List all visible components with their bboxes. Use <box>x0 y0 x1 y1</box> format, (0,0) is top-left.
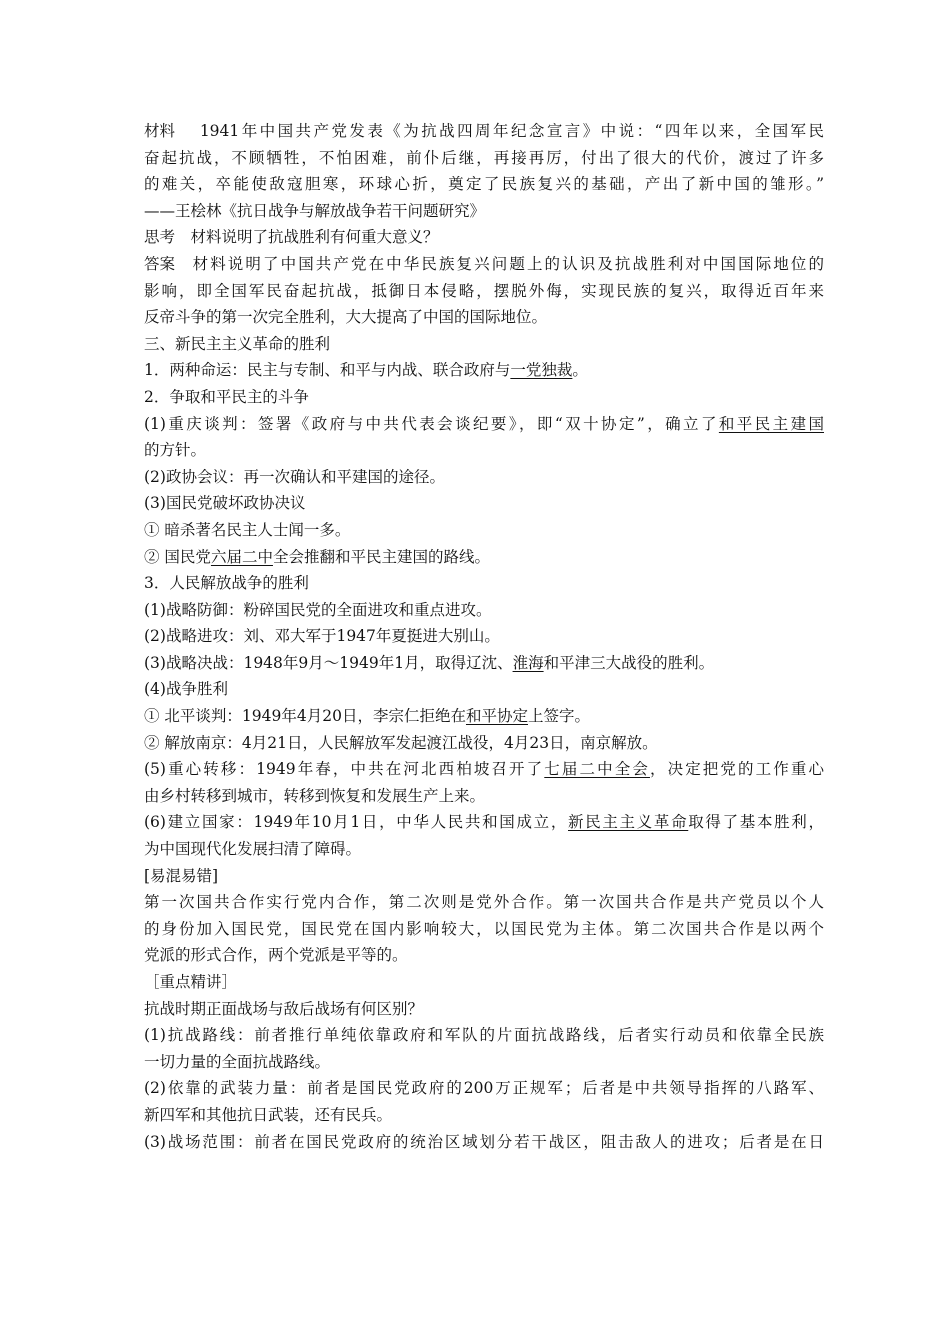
chongqing-line-2: 的方针。 <box>144 441 207 460</box>
answer-underline-peace-agreement: 和平协定 <box>465 707 528 726</box>
two-fates-end: 。 <box>572 361 588 380</box>
shift-pre: (5)重心转移：1949年春，中共在河北西柏坡召开了 <box>144 760 545 779</box>
two-fates <box>144 357 824 384</box>
answer-line-1 <box>144 251 824 278</box>
material-label: 材料 <box>144 122 176 140</box>
two-fates-text: 1．两种命运：民主与专制、和平与内战、联合政府与 <box>144 361 511 380</box>
decisive-post: 和平津三大战役的胜利。 <box>543 653 715 672</box>
decisive-pre: (3)战略决战：1948年9月～1949年1月，取得辽沈、 <box>144 653 513 672</box>
shift-line-1 <box>144 756 824 783</box>
peiping-pre: ① 北平谈判：1949年4月20日，李宗仁拒绝在 <box>144 707 466 726</box>
founding-post: 取得了基本胜利， <box>688 813 824 832</box>
shift-post: ，决定把党的工作重心 <box>649 760 824 779</box>
answer-label: 答案 <box>144 254 176 273</box>
answer-line-3: 反帝斗争的第一次完全胜利，大大提高了中国的国际地位。 <box>144 308 548 327</box>
defense-line: (1)战略防御：粉碎国民党的全面进攻和重点进攻。 <box>144 600 492 619</box>
peiping-post: 上签字。 <box>527 707 590 726</box>
think-line <box>144 224 824 251</box>
founding-line-1 <box>144 809 824 836</box>
focus-item-2-line-2: 新四军和其他抗日武装，还有民兵。 <box>144 1105 393 1124</box>
think-label: 思考 <box>144 228 176 247</box>
confusion-line-1: 第一次国共合作实行党内合作，第二次则是党外合作。第一次国共合作是共产党员以个人 <box>144 893 824 912</box>
focus-item-1-line-1: (1)抗战路线：前者推行单纯依靠政府和军队的片面抗战路线，后者实行动员和依靠全民族 <box>144 1026 824 1045</box>
chongqing-text: (1)重庆谈判：签署《政府与中共代表会谈纪要》，即“双十协定”，确立了 <box>144 414 719 433</box>
plenum-pre: ② 国民党 <box>144 547 211 566</box>
answer-line-2: 影响，即全国军民奋起抗战，抵御日本侵略，摆脱外侮，实现民族的复兴，取得近百年来 <box>144 281 824 300</box>
answer-underline-peace-democracy: 和平民主建国 <box>718 414 824 433</box>
material-line-1 <box>144 118 824 145</box>
document-page <box>144 118 824 1155</box>
answer-underline-huaihai: 淮海 <box>512 653 544 672</box>
material-text-1: 1941年中国共产党发表《为抗战四周年纪念宣言》中说：“四年以来，全国军民 <box>199 122 824 140</box>
nanjing-line: ② 解放南京：4月21日，人民解放军发起渡江战役，4月23日，南京解放。 <box>144 733 658 752</box>
decisive-line <box>144 650 824 677</box>
answer-underline-sixth-plenum: 六届二中 <box>210 547 273 566</box>
confusion-heading: [易混易错] <box>144 866 219 885</box>
answer-underline-seventh-plenum: 七届二中全会 <box>544 760 650 779</box>
answer-underline-new-democracy: 新民主主义革命 <box>568 813 689 832</box>
pcc-line: (2)政协会议：再一次确认和平建国的途径。 <box>144 467 445 486</box>
plenum-line <box>144 544 824 571</box>
shift-line-2: 由乡村转移到城市，转移到恢复和发展生产上来。 <box>144 786 486 805</box>
chongqing-line-1 <box>144 411 824 438</box>
founding-line-2: 为中国现代化发展扫清了障碍。 <box>144 840 362 859</box>
answer-text-1: 材料说明了中国共产党在中华民族复兴问题上的认识及抗战胜利对中国国际地位的 <box>190 254 824 273</box>
answer-underline-one-party: 一党独裁 <box>510 361 573 380</box>
focus-heading: ［重点精讲］ <box>144 973 238 991</box>
plenum-post: 全会推翻和平民主建国的路线。 <box>272 547 490 566</box>
focus-item-2-line-1: (2)依靠的武装力量：前者是国民党政府的200万正规军；后者是中共领导指挥的八路军、 <box>144 1079 824 1098</box>
kmt-sabotage: (3)国民党破坏政协决议 <box>144 494 306 513</box>
section-title: 三、新民主主义革命的胜利 <box>144 334 331 353</box>
confusion-line-3: 党派的形式合作，两个党派是平等的。 <box>144 946 408 965</box>
focus-item-3-line-1: (3)战场范围：前者在国民党政府的统治区域划分若干战区，阻击敌人的进攻；后者是在日 <box>144 1132 824 1151</box>
offense-line: (2)战略进攻：刘、邓大军于1947年夏挺进大别山。 <box>144 627 500 646</box>
focus-item-1-line-2: 一切力量的全面抗战路线。 <box>144 1052 331 1071</box>
focus-question: 抗战时期正面战场与敌后战场有何区别？ <box>144 999 424 1018</box>
confusion-line-2: 的身份加入国民党，国民党在国内影响较大，以国民党为主体。第二次国共合作是以两个 <box>144 919 824 938</box>
think-text: 材料说明了抗战胜利有何重大意义？ <box>190 228 439 247</box>
founding-pre: (6)建立国家：1949年10月1日，中华人民共和国成立， <box>144 813 569 832</box>
war-heading: 3．人民解放战争的胜利 <box>144 574 309 593</box>
material-source: ——王桧林《抗日战争与解放战争若干问题研究》 <box>144 201 486 220</box>
material-line-3: 的难关，卒能使敌寇胆寒，环球心折，奠定了民族复兴的基础，产出了新中国的雏形。” <box>144 175 824 194</box>
material-line-2: 奋起抗战，不顾牺牲，不怕困难，前仆后继，再接再厉，付出了很大的代价，渡过了许多 <box>144 148 824 167</box>
peiping-line <box>144 703 824 730</box>
assassination-line: ① 暗杀著名民主人士闻一多。 <box>144 520 351 539</box>
victory-heading: (4)战争胜利 <box>144 680 228 699</box>
struggle-heading: 2．争取和平民主的斗争 <box>144 387 309 406</box>
